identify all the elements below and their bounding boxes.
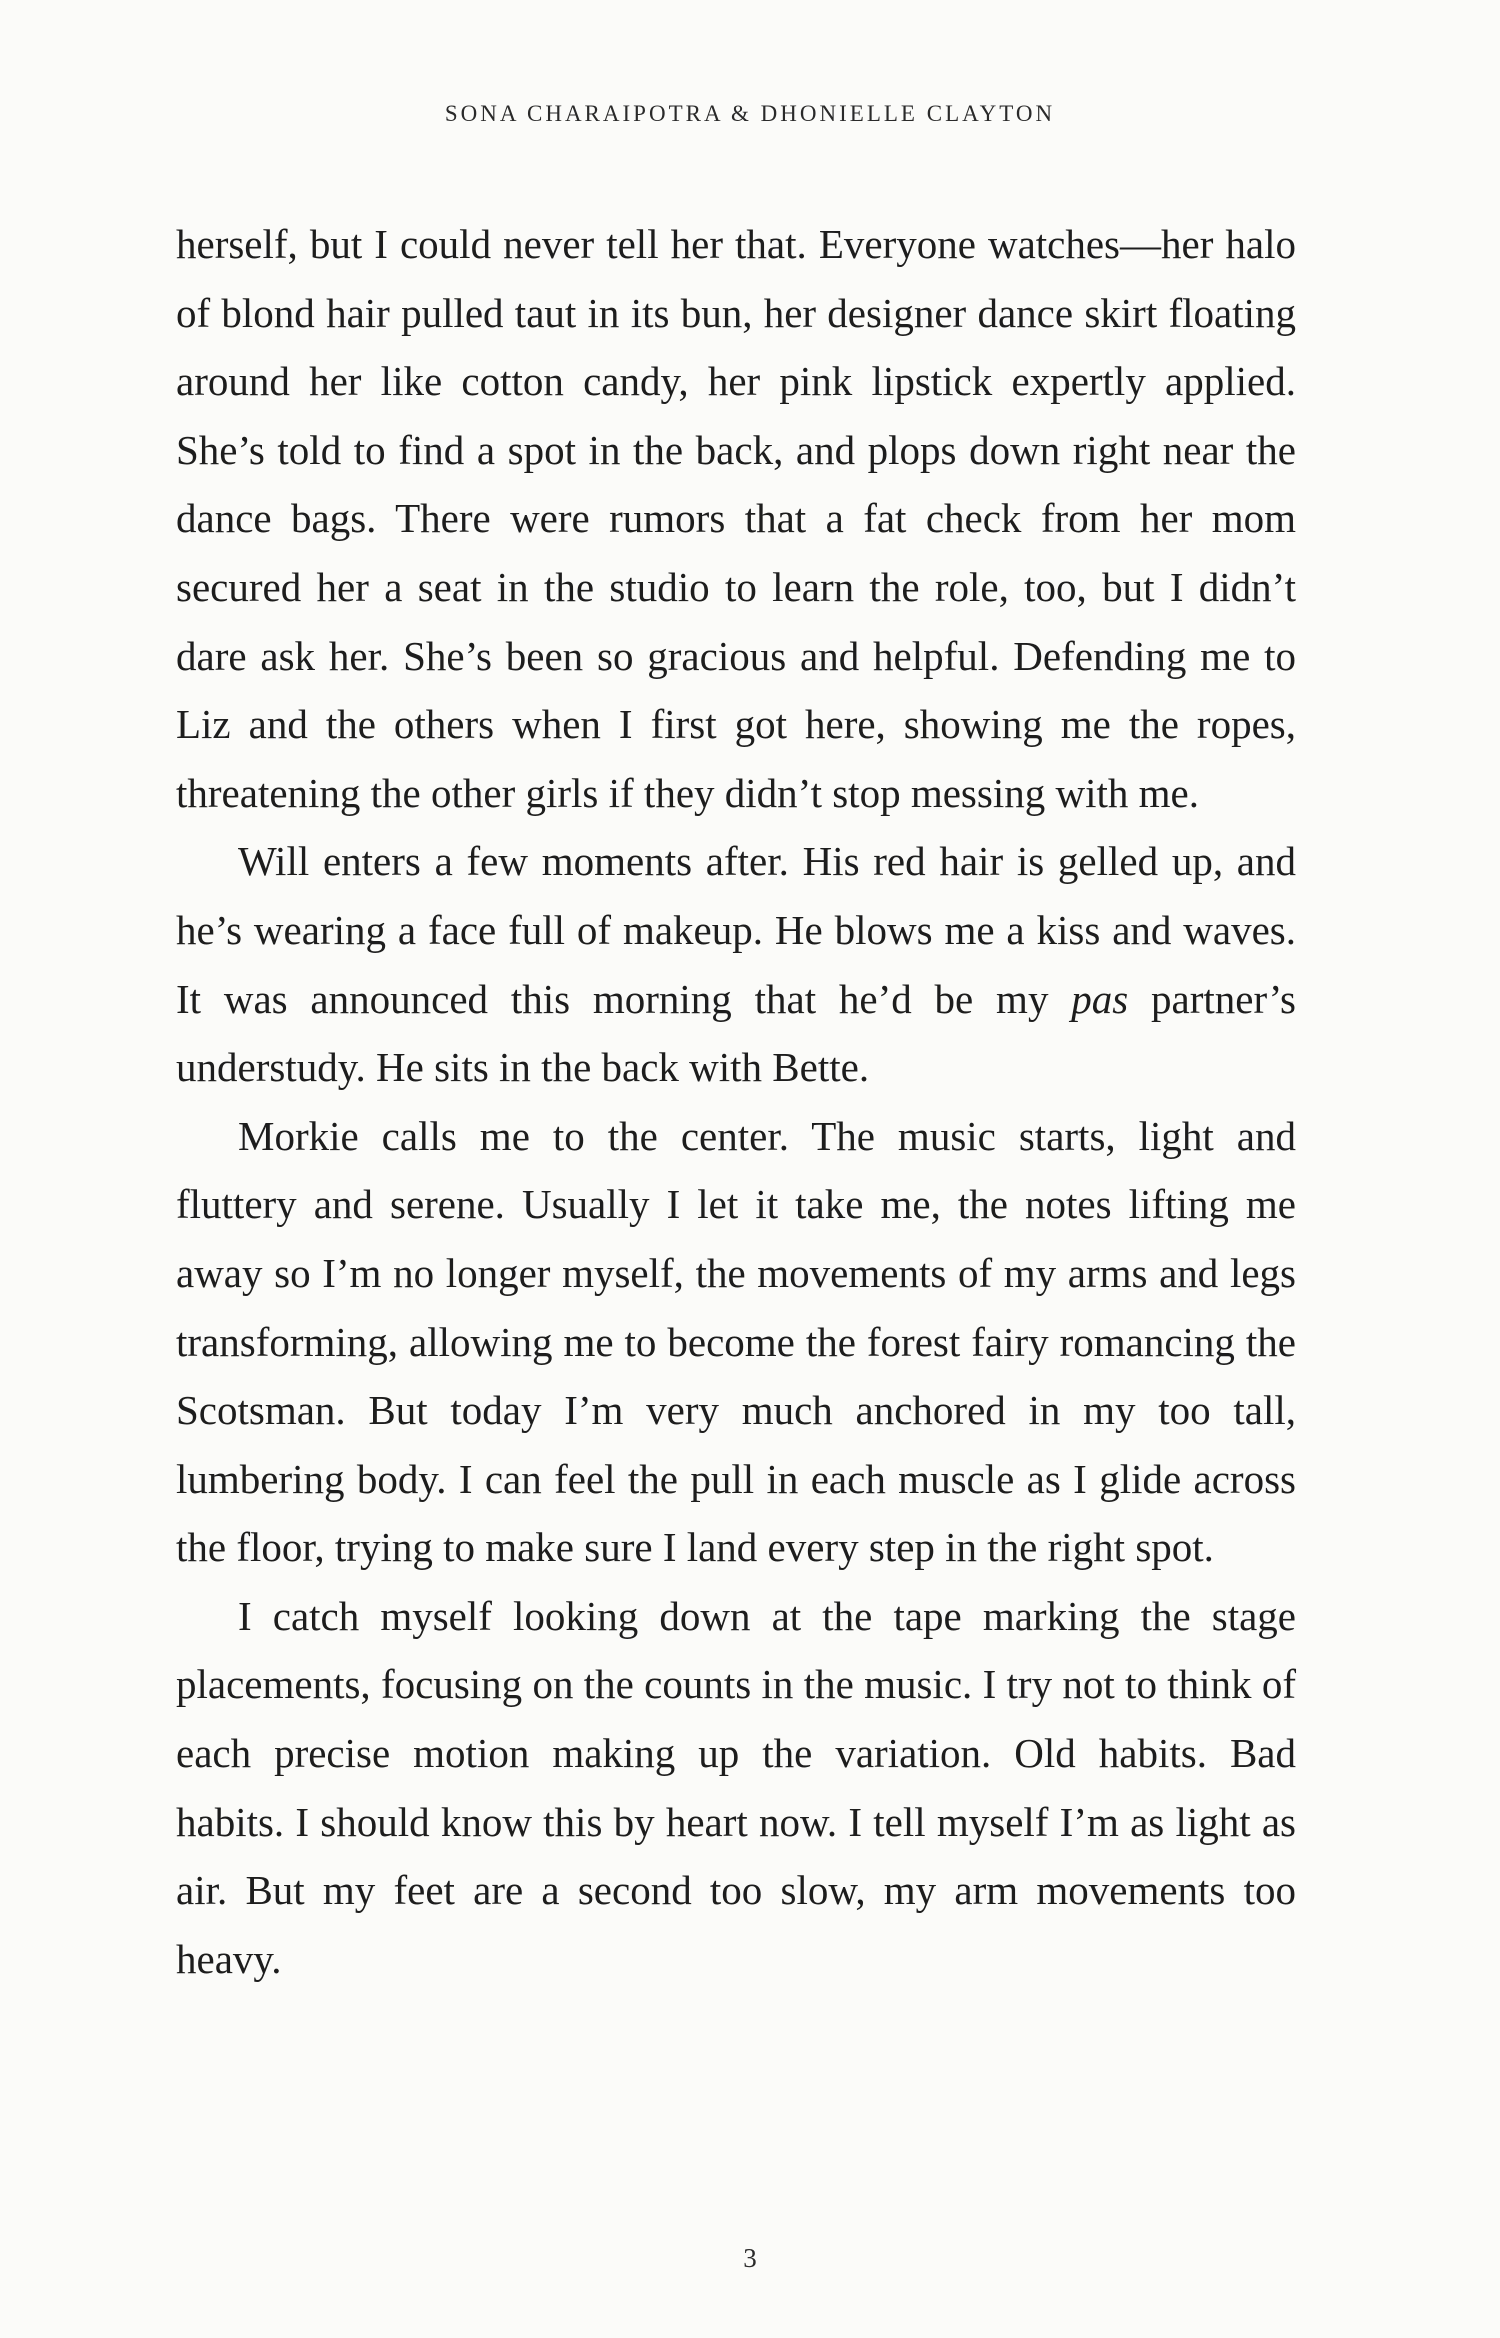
paragraph-2 [176, 827, 1296, 1101]
paragraph-2-italic-word: pas [1071, 975, 1129, 1022]
paragraph-4: I catch myself looking down at the tape marking the stage placements, focusing on the counts in the music. I try not to think of each precise motion making up the variation. Old habits. Bad habits. I should know this by heart now. I tell myself I’m as light as air. But my feet are a second too slow, my arm movements too heavy. [176, 1592, 1296, 1982]
paragraph-2-text-after: partner’s understudy. He sits in the back with Bette. [176, 975, 1296, 1091]
paragraph-2-text-before: Will enters a few moments after. His red hair is gelled up, and he’s wearing a face full of makeup. He blows me a kiss and waves. It was announced this morning that he’d be my [176, 838, 1296, 1022]
running-head: SONA CHARAIPOTRA & DHONIELLE CLAYTON [444, 101, 1056, 126]
page-number: 3 [743, 2243, 757, 2273]
paragraph-3: Morkie calls me to the center. The music starts, light and fluttery and serene. Usually I let it take me, the notes lifting me away so I’m no longer myself, the movements of my arms and legs transforming, allowing me to become the forest fairy romancing the Scotsman. But today I’m very much anchored in my too tall, lumbering body. I can feel the pull in each muscle as I glide across the floor, trying to make sure I land every step in the right spot. [176, 1112, 1296, 1571]
body-text [176, 210, 1296, 1993]
paragraph-1: herself, but I could never tell her that. Everyone watches—her halo of blond hair pulled taut in its bun, her designer dance skirt floating around her like cotton candy, her pink lipstick expertly applied. She’s told to find a spot in the back, and plops down right near the dance bags. There were rumors that a fat check from her mom secured her a seat in the studio to learn the role, too, but I didn’t dare ask her. She’s been so gracious and helpful. Defending me to Liz and the others when I first got here, showing me the ropes, threatening the other girls if they didn’t stop messing with me. [176, 221, 1296, 816]
